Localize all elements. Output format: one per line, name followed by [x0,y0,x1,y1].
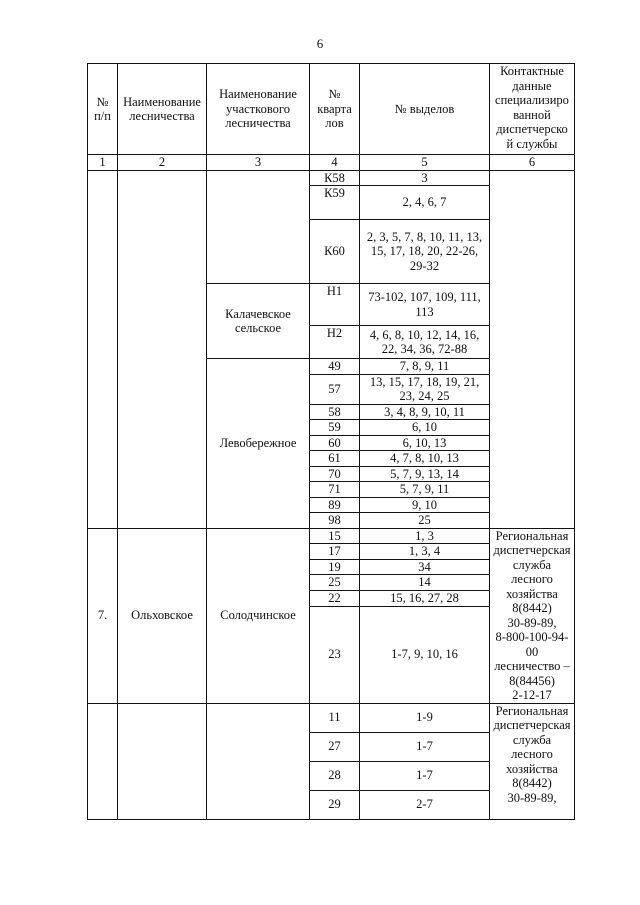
allotments-cell: 4, 6, 8, 10, 12, 14, 16, 22, 34, 36, 72-88 [360,326,490,359]
header-row [88,64,575,155]
group-a-number-cell [88,170,118,528]
district-solodchinskoe: Солодчинское [207,528,310,703]
group-c-forestry-cell [118,703,207,819]
header-allotments [360,64,490,155]
contacts-block-2-text: Региональная диспетчерская служба лесного хозяйства 8(8442) 30-89-89, [493,703,571,805]
forestry-table [87,63,575,820]
quarter-cell: 23 [310,606,360,703]
allotments-cell: 13, 15, 17, 18, 19, 21, 23, 24, 25 [360,374,490,404]
allotments-cell: 1, 3 [360,528,490,544]
header-allotments-text: № выделов [394,101,455,116]
allotments-cell: 5, 7, 9, 11 [360,482,490,498]
quarter-cell: 15 [310,528,360,544]
table-row [88,528,575,544]
col-number-3: 3 [207,155,310,171]
allotments-cell: 1-7 [360,732,490,761]
header-quarter-text: № кварта лов [317,87,352,131]
allotments-cell: 4, 7, 8, 10, 13 [360,451,490,467]
header-contacts-text: Контактные данные специализиро ванной диспетчерско й службы [495,64,569,151]
quarter-cell: Н1 [310,284,360,326]
allotments-cell: 73-102, 107, 109, 111, 113 [360,284,490,326]
allotments-cell: 34 [360,559,490,575]
col-number-4: 4 [310,155,360,171]
allotments-cell: 15, 16, 27, 28 [360,590,490,606]
allotments-cell: 1-9 [360,703,490,732]
quarter-cell: 71 [310,482,360,498]
header-contacts [490,64,575,155]
allotments-cell: 3, 4, 8, 9, 10, 11 [360,404,490,420]
quarter-cell: 60 [310,435,360,451]
quarter-cell: 27 [310,732,360,761]
row-number-7: 7. [88,528,118,703]
allotments-cell: 6, 10 [360,420,490,436]
col-number-6: 6 [490,155,575,171]
allotments-cell: 2-7 [360,790,490,819]
allotments-cell: 9, 10 [360,497,490,513]
header-forestry [118,64,207,155]
quarter-cell: 17 [310,544,360,560]
quarter-cell: К59 [310,186,360,220]
district-kalachevskoe: Калачевское сельское [207,284,310,359]
allotments-cell: 5, 7, 9, 13, 14 [360,466,490,482]
allotments-cell: 1-7, 9, 10, 16 [360,606,490,703]
district-levoberezhnoe: Левобережное [207,359,310,529]
col-number-5: 5 [360,155,490,171]
quarter-cell: 11 [310,703,360,732]
quarter-cell: 29 [310,790,360,819]
header-number [88,64,118,155]
quarter-cell: 61 [310,451,360,467]
header-quarter [310,64,360,155]
header-number-text: № п/п [94,94,111,123]
col-number-1: 1 [88,155,118,171]
column-number-row [88,155,575,171]
header-district-forestry [207,64,310,155]
allotments-cell: 2, 4, 6, 7 [360,186,490,220]
quarter-cell: 57 [310,374,360,404]
quarter-cell: К58 [310,170,360,186]
group-c-number-cell [88,703,118,819]
group-a-contacts-cell [490,170,575,528]
quarter-cell: 58 [310,404,360,420]
contacts-block-1-text: Региональная диспетчерская служба лесного хозяйства 8(8442) 30-89-89, 8-800-100-94- 00 лесничество – 8(84456) 2-12-17 [493,528,571,702]
group-a-forestry-cell [118,170,207,528]
quarter-cell: 28 [310,761,360,790]
page-number: 6 [316,36,324,51]
quarter-cell: 70 [310,466,360,482]
table-row [88,170,575,186]
quarter-cell: К60 [310,220,360,284]
allotments-cell: 7, 8, 9, 11 [360,359,490,375]
table-row [88,703,575,732]
quarter-cell: 19 [310,559,360,575]
contacts-block-1 [490,528,575,703]
allotments-cell: 1, 3, 4 [360,544,490,560]
allotments-cell: 14 [360,575,490,591]
forestry-olkhovskoe: Ольховское [118,528,207,703]
contacts-block-2 [490,703,575,819]
quarter-cell: 49 [310,359,360,375]
quarter-cell: 89 [310,497,360,513]
header-district-text: Наименование участкового лесничества [219,87,297,131]
quarter-cell: 98 [310,513,360,529]
quarter-cell: Н2 [310,326,360,359]
allotments-cell: 25 [360,513,490,529]
header-forestry-text: Наименование лесничества [123,94,201,123]
quarter-cell: 59 [310,420,360,436]
quarter-cell: 22 [310,590,360,606]
quarter-cell: 25 [310,575,360,591]
allotments-cell: 3 [360,170,490,186]
allotments-cell: 2, 3, 5, 7, 8, 10, 11, 13, 15, 17, 18, 20, 22-26, 29-32 [360,220,490,284]
allotments-cell: 6, 10, 13 [360,435,490,451]
group-c-district-cell [207,703,310,819]
allotments-cell: 1-7 [360,761,490,790]
col-number-2: 2 [118,155,207,171]
group-a-district-cell [207,170,310,284]
